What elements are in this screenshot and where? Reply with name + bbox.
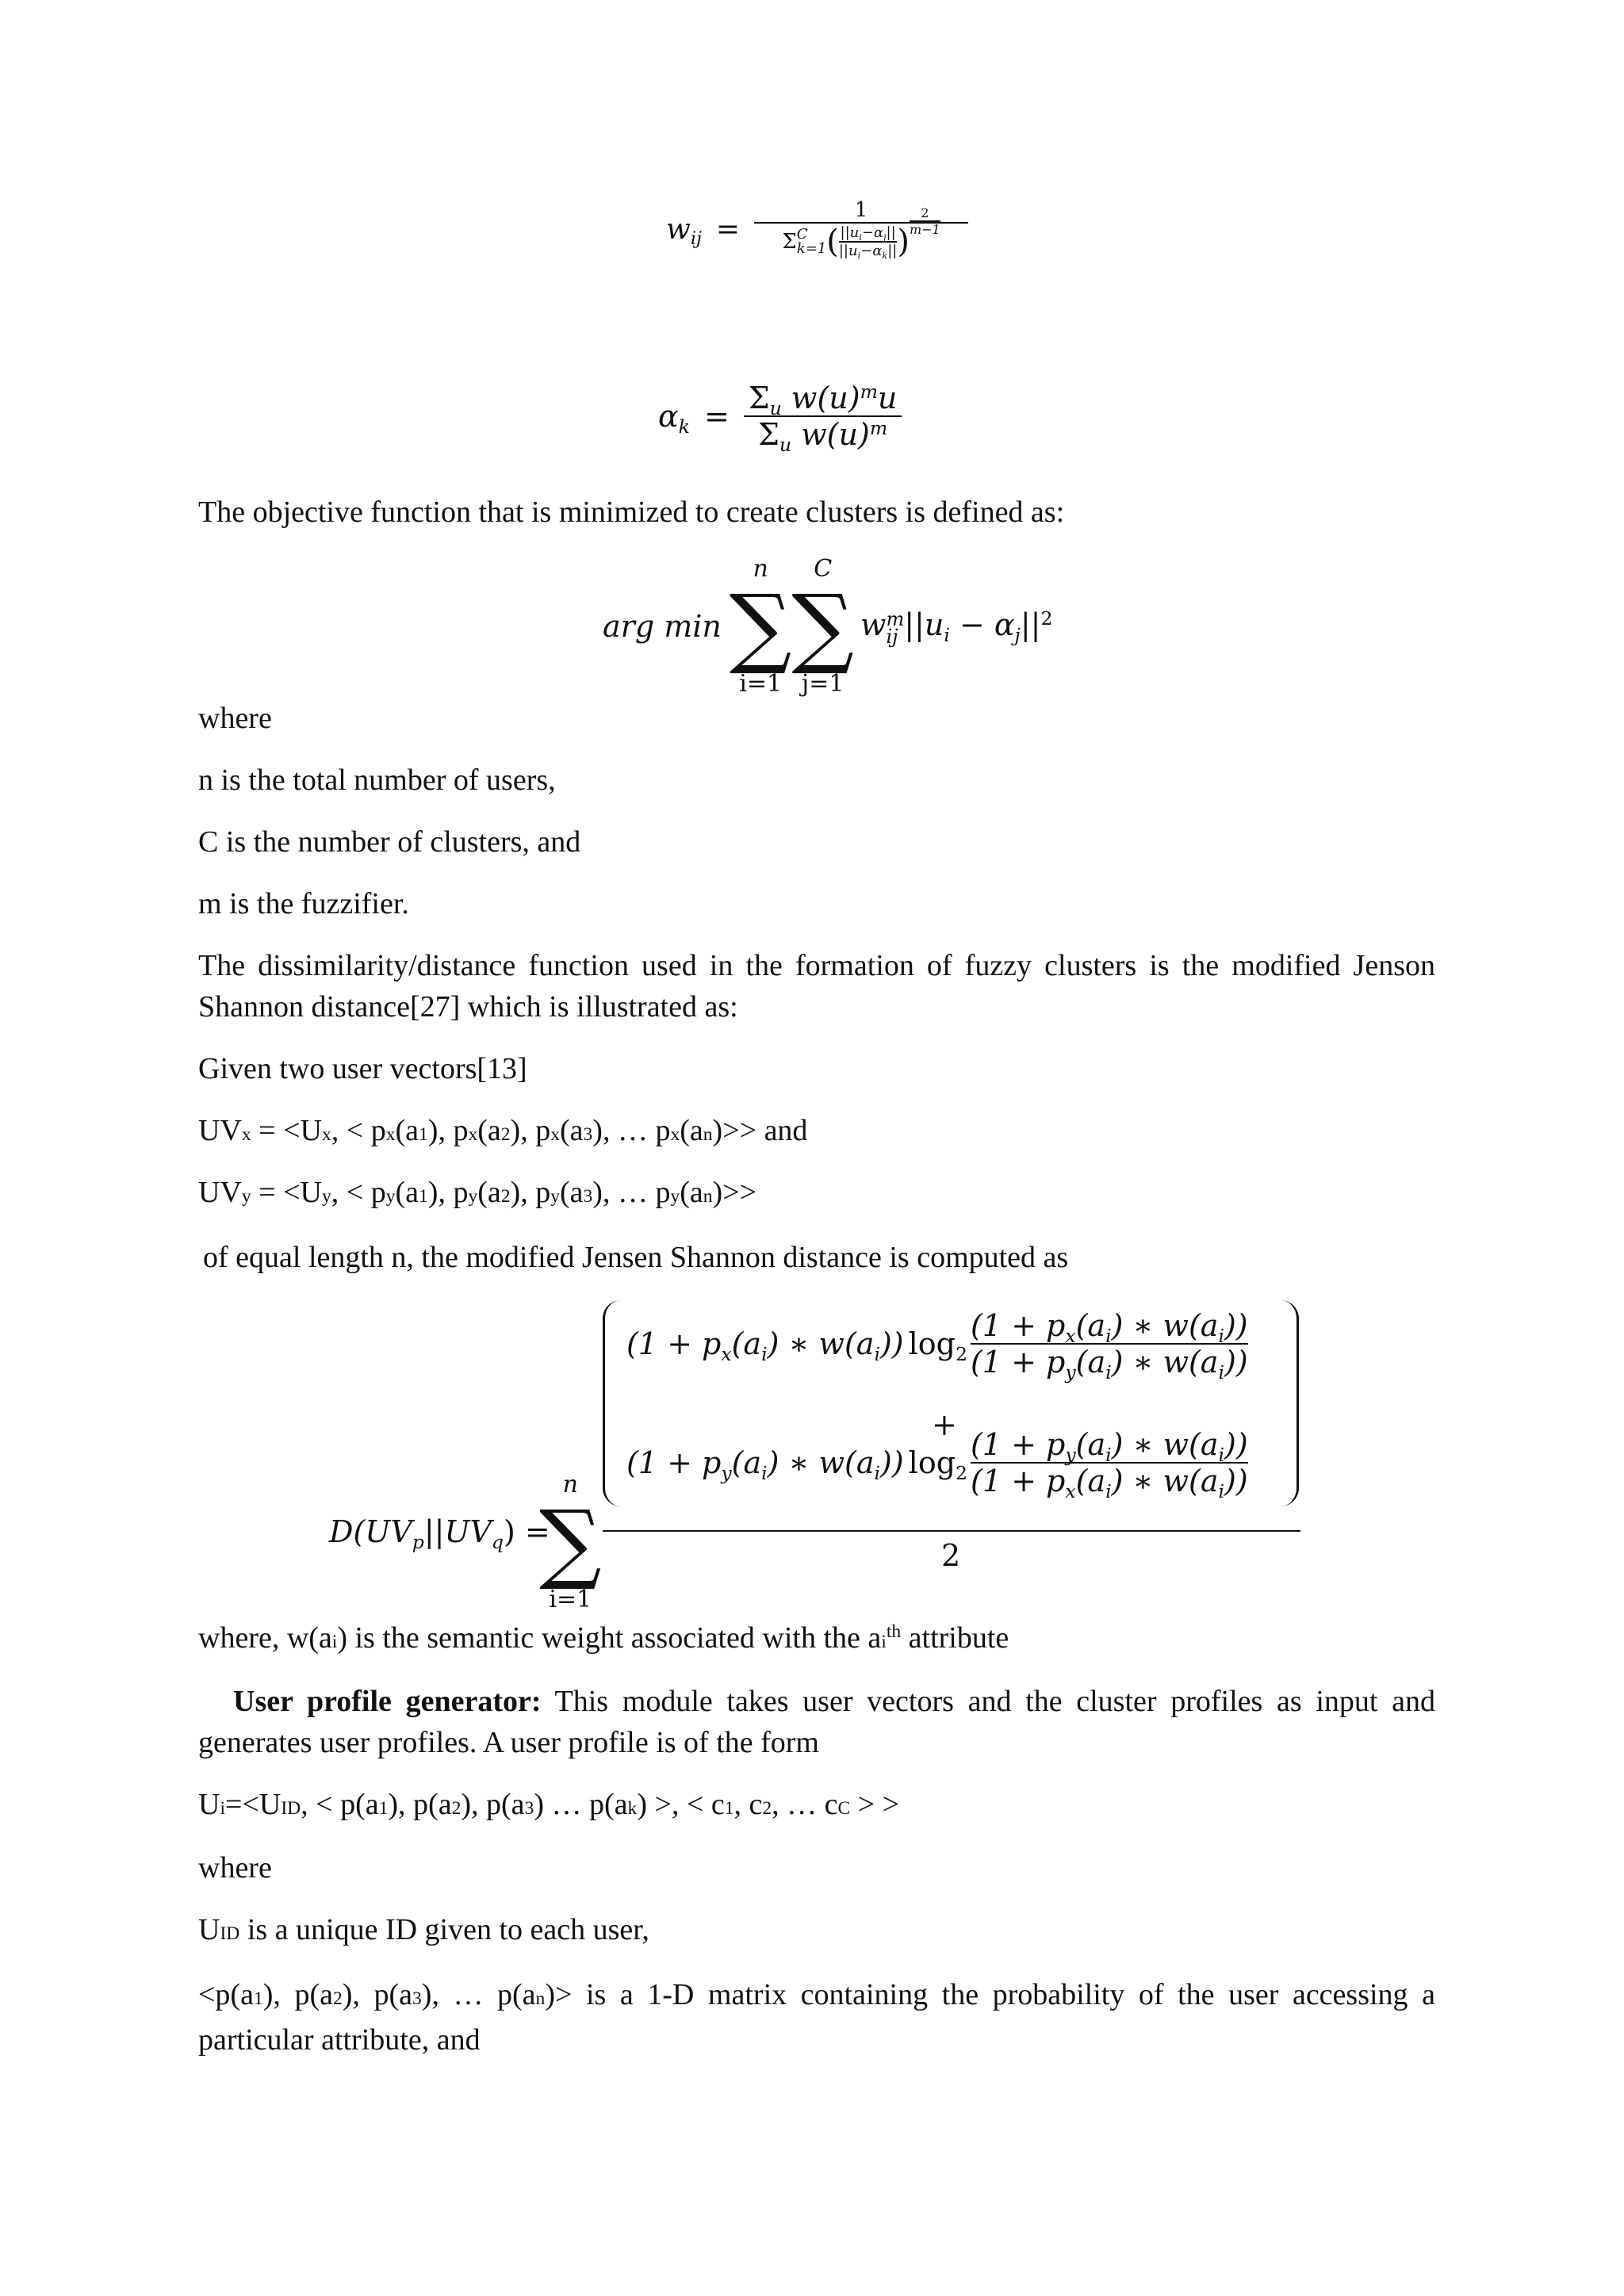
eq2-lhs: $\alpha_k$ [658,399,690,438]
probability-matrix-paragraph: <p(a1), p(a2), p(a3), … p(an)> is a 1-D matrix containing the probability of the user accessing a particular attribute, and [198,1978,1435,2057]
eq4-lhs: $D(UV_p||UV_q)$ = [329,1514,550,1554]
eq1-equals: = [715,212,741,246]
eq1-lhs: $w_{ij}$ [666,212,702,250]
equation-objective [603,555,1052,698]
objective-intro-text: The objective function that is minimized to create clusters is defined as: [198,496,1065,529]
where-label-1: where [198,702,272,735]
equal-length-line: of equal length n, the modified Jensen Shannon distance is computed as [203,1241,1069,1274]
eq4-denominator: 2 [941,1538,961,1573]
given-line: Given two user vectors[13] [198,1052,527,1085]
eq4-plus: + [932,1407,957,1442]
equation-membership-weight [666,198,968,260]
eq3-summand: w m ij $||u_i - \alpha_j||^2$ [860,607,1053,648]
where-label-2: where [198,1851,272,1885]
user-vector-x: UVx = <Ux, < px(a1), px(a2), px(a3), … px(an)>> and [198,1114,808,1147]
eq3-argmin: arg min [603,609,722,644]
eq4-term-2: ($1 + p_y(a_i)$ ∗ $w(a_i)$) $\log_2$ $\frac{(1 + p_y(a_i) ∗ w(a_i))}{(1 + p_x(a_i) ∗ w(a_i))}$ [626,1427,1248,1503]
definition-n: n is the total number of users, [198,763,556,797]
equation-js-distance [329,1300,1312,1613]
user-profile-form: Ui=<UID, < p(a1), p(a2), p(a3) … p(ak) >, < c1, c2, … cC > > [198,1788,900,1821]
uid-definition: UID is a unique ID given to each user, [198,1913,649,1946]
eq1-denominator: Σ C k=1 ( $\frac{||u_i-\alpha_j||}{||u_i-\alpha_k||}$ ) $\frac{2}{m-1}$ [782,205,940,261]
eq4-sum: n ∑ i=1 [539,1471,602,1613]
weight-definition-line: where, w(ai) is the semantic weight associated with the $ai^{th}$ attribute [198,1621,1009,1655]
definition-c: C is the number of clusters, and [198,825,581,859]
eq3-sum-j: C ∑ j=1 [791,555,854,698]
user-vector-y: UVy = <Uy, < py(a1), py(a2), py(a3), … py(an)>> [198,1176,757,1209]
user-profile-generator-heading: User profile generator: [233,1685,542,1718]
eq2-fraction: $\frac{\Sigma_u w(u)^mu}{\Sigma_u w(u)^m}$ [744,381,902,452]
eq1-numerator: 1 [854,198,868,222]
user-profile-generator-paragraph: User profile generator: This module takes user vectors and the cluster profiles as input and generates user profiles. A user profile is of the form [198,1685,1436,1759]
eq1-fraction [754,198,968,260]
eq3-sum-i: n ∑ i=1 [729,555,792,698]
distance-paragraph: The dissimilarity/distance function used in the formation of fuzzy clusters is the modified Jenson Shannon distance[27] which is illustrated as: [198,949,1435,1024]
equation-cluster-center [658,381,902,457]
eq4-fraction-bar [603,1530,1300,1532]
eq4-term-1: ($1 + p_x(a_i)$ ∗ $w(a_i)$) $\log_2$ $\frac{(1 + p_x(a_i) ∗ w(a_i))}{(1 + p_y(a_i) ∗ w(a_i))}$ [626,1308,1248,1384]
definition-m: m is the fuzzifier. [198,887,409,920]
eq2-equals: = [703,399,730,434]
